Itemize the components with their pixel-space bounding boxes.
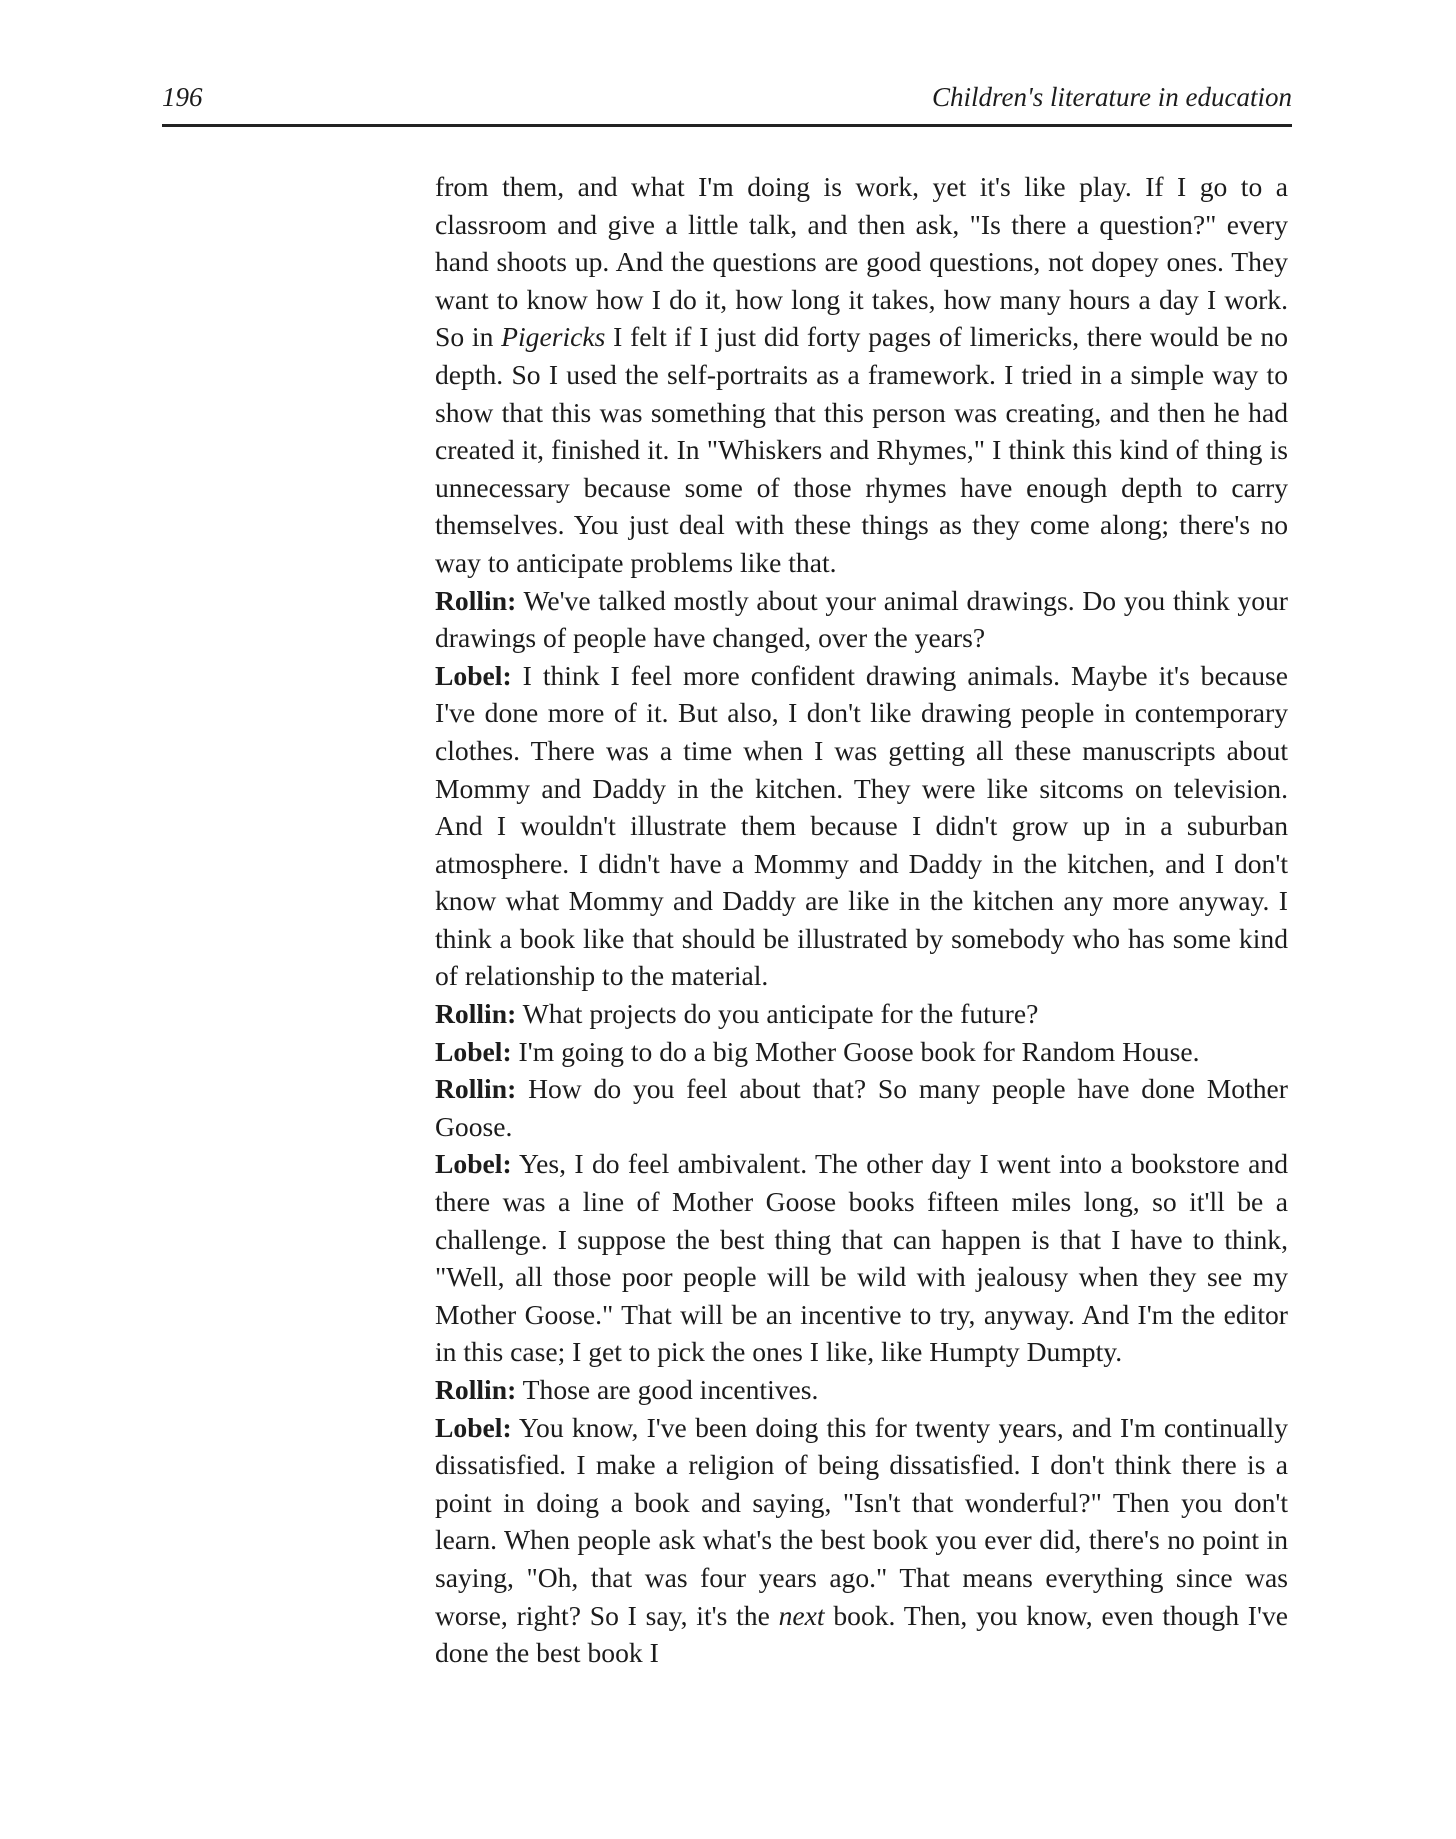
exchange [435, 582, 1288, 657]
opening-text-rest: I felt if I just did forty pages of limericks, there would be no depth. So I used the self-portraits as a framework. I tried in a simple way to show that this was something that this person was creating, and then he had created it, finished it. In "Whiskers and Rhymes," I think this kind of thing is unnecessary because some of those rhymes have enough depth to carry themselves. You just deal with these things as they come along; there's no way to anticipate problems like that. [435, 321, 1288, 578]
exchange [435, 1145, 1288, 1371]
opening-text: from them, and what I'm doing is work, yet it's like play. If I go to a classroom and give a little talk, and then ask, "Is there a question?" every hand shoots up. And the questions are good questions, not dopey ones. They want to know how I do it, how long it takes, how many hours a day I work. So in [435, 171, 1288, 353]
exchange-text: How do you feel about that? So many people have done Mother Goose. [435, 1073, 1288, 1142]
header-rule [162, 124, 1292, 127]
exchange-text: What projects do you anticipate for the future? [516, 998, 1039, 1030]
speaker-label: Lobel: [435, 1148, 512, 1180]
exchange [435, 657, 1288, 995]
page-number: 196 [162, 82, 203, 112]
exchange-text: I'm going to do a big Mother Goose book for Random House. [511, 1035, 1200, 1067]
speaker-label: Lobel: [435, 1411, 512, 1443]
exchange-text: We've talked mostly about your animal drawings. Do you think your drawings of people have changed, over the years? [435, 584, 1288, 654]
speaker-label: Rollin: [435, 1374, 517, 1405]
exchange-text: Those are good incentives. [516, 1374, 819, 1405]
exchange-text: Yes, I do feel ambivalent. The other day I went into a bookstore and there was a line of Mother Goose books fifteen miles long, so it'll be a challenge. I suppose the best thing that can happen is that I have to think, "Well, all those poor people will be wild with jealousy when they see my Mother Goose." That will be an incentive to try, anyway. And I'm the editor in this case; I get to pick the ones I like, like Humpty Dumpty. [435, 1148, 1288, 1368]
speaker-label: Lobel: [435, 659, 512, 691]
exchange [435, 1033, 1288, 1071]
opening-paragraph [435, 168, 1288, 582]
speaker-label: Rollin: [435, 584, 517, 616]
page-header [162, 82, 1292, 122]
exchange-text-tail: book. Then, you know, even though I've done the best book I [435, 1599, 1288, 1669]
exchange [435, 995, 1288, 1033]
exchange [435, 1070, 1288, 1145]
speaker-label: Lobel: [435, 1035, 512, 1067]
running-title: Children's literature in education [932, 82, 1292, 112]
emphasis: next [778, 1599, 825, 1631]
interview-text [435, 168, 1288, 1672]
exchange-text: You know, I've been doing this for twenty years, and I'm continually dissatisfied. I make a religion of being dissatisfied. I don't think there is a point in doing a book and saying, "Isn't that wonderful?" Then you don't learn. When people ask what's the best book you ever did, there's no point in saying, "Oh, that was four years ago." That means everything since was worse, right? So I say, it's the [435, 1411, 1288, 1631]
speaker-label: Rollin: [435, 998, 517, 1030]
exchange [435, 1371, 1288, 1409]
speaker-label: Rollin: [435, 1073, 517, 1105]
exchange [435, 1409, 1288, 1672]
exchange-text: I think I feel more confident drawing animals. Maybe it's because I've done more of it. But also, I don't like drawing people in contemporary clothes. There was a time when I was getting all these manuscripts about Mommy and Daddy in the kitchen. They were like sitcoms on television. And I wouldn't illustrate them because I didn't grow up in a suburban atmosphere. I didn't have a Mommy and Daddy in the kitchen, and I don't know what Mommy and Daddy are like in the kitchen any more anyway. I think a book like that should be illustrated by somebody who has some kind of relationship to the material. [435, 659, 1288, 992]
book-title: Pigericks [501, 321, 606, 353]
